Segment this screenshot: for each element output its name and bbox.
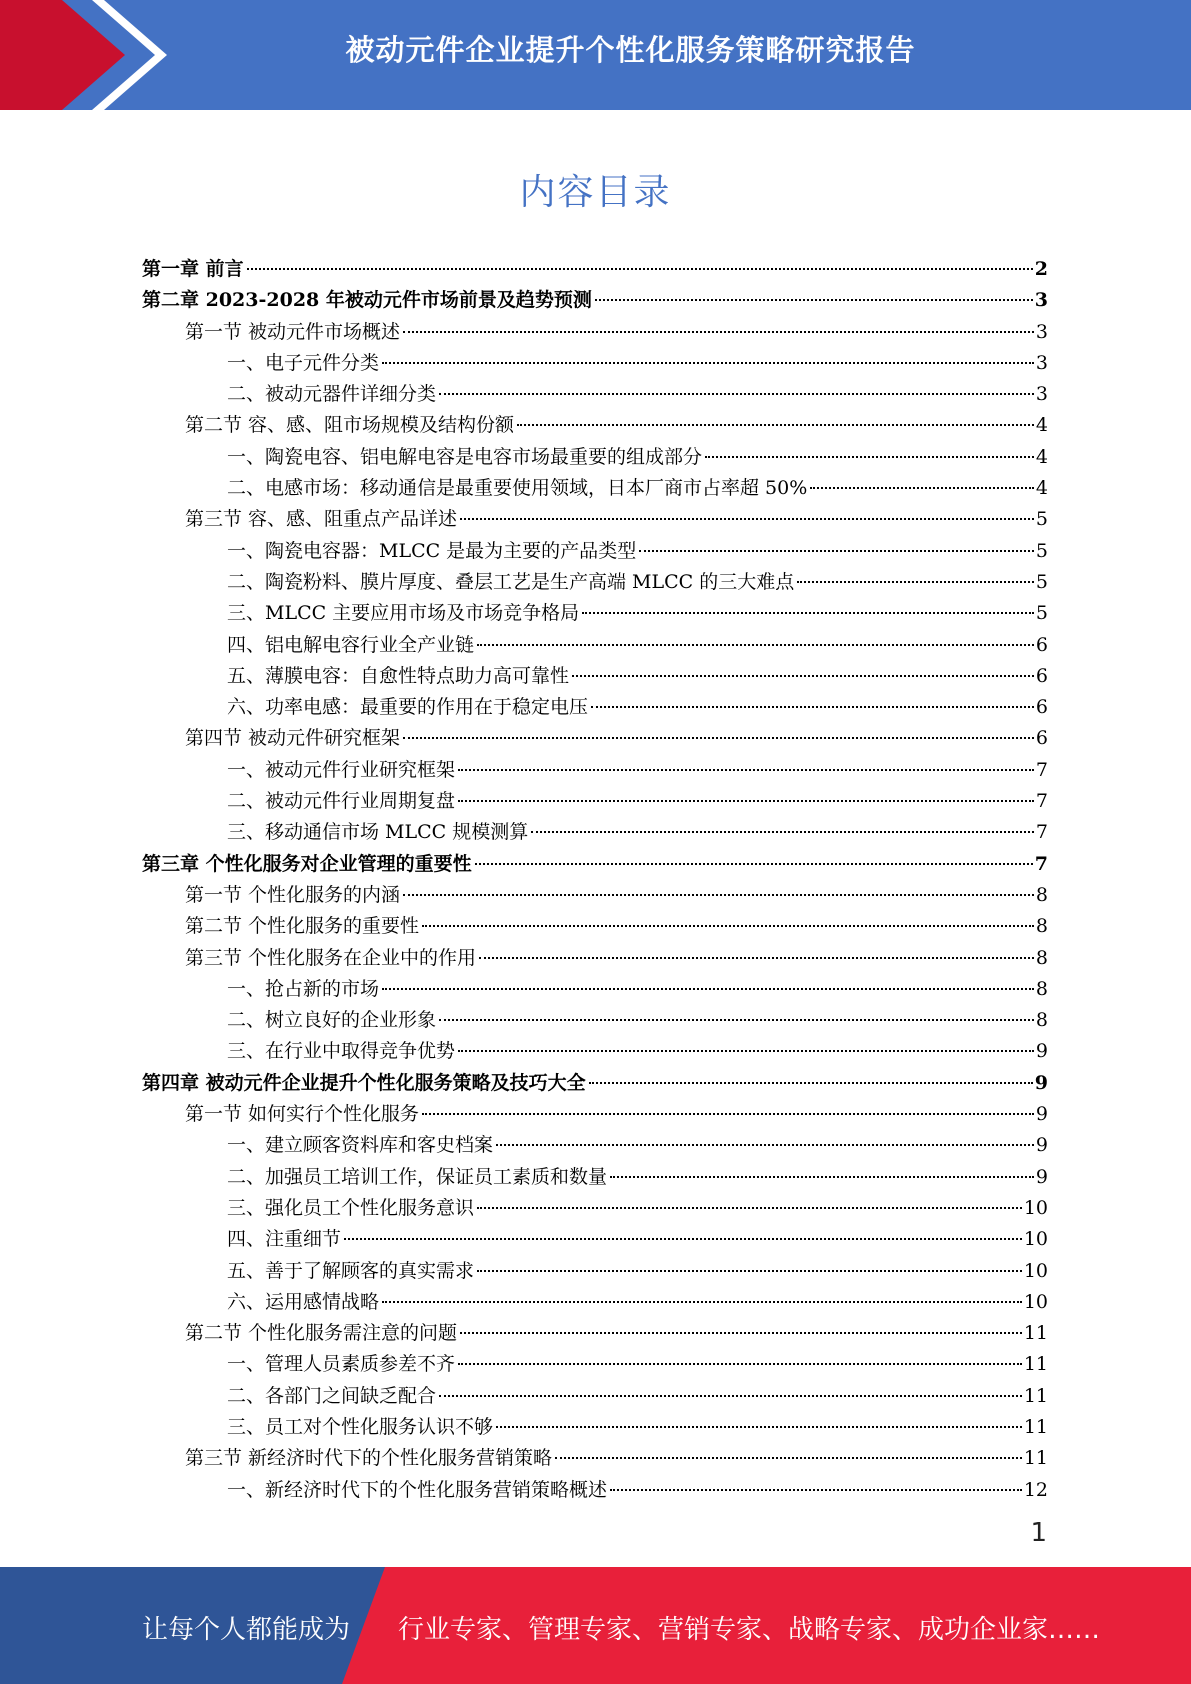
toc-entry[interactable]: [142, 974, 1048, 1005]
toc-dot-leader: [458, 800, 1034, 802]
toc-dot-leader: [439, 393, 1034, 395]
toc-entry-title: 二、被动元器件详细分类: [227, 383, 437, 406]
toc-entry-title: 二、树立良好的企业形象: [227, 1009, 437, 1032]
toc-entry-page: 8: [1035, 977, 1048, 1000]
toc-entry-page: 11: [1023, 1384, 1048, 1407]
toc-entry[interactable]: [142, 1130, 1048, 1161]
toc-entry-title: 六、运用感情战略: [227, 1290, 380, 1313]
toc-entry[interactable]: [142, 1412, 1048, 1443]
toc-entry-title: 第三节 新经济时代下的个性化服务营销策略: [185, 1447, 553, 1470]
toc-entry-page: 6: [1035, 664, 1048, 687]
toc-entry-title: 一、建立顾客资料库和客史档案: [227, 1134, 494, 1157]
toc-entry-title: 第二章 2023-2028 年被动元件市场前景及趋势预测: [142, 289, 592, 312]
toc-entry-page: 9: [1035, 1134, 1048, 1157]
toc-entry-title: 第一章 前言: [142, 258, 244, 280]
toc-entry-page: 8: [1035, 946, 1048, 969]
toc-entry-page: 11: [1023, 1415, 1048, 1438]
toc-entry[interactable]: [142, 536, 1048, 567]
toc-dot-leader: [797, 581, 1034, 583]
toc-entry[interactable]: [142, 1162, 1048, 1193]
toc-entry-page: 8: [1035, 1009, 1048, 1032]
toc-entry-title: 第二节 容、感、阻市场规模及结构份额: [185, 414, 515, 437]
toc-entry-page: 7: [1035, 758, 1048, 781]
toc-entry-page: 5: [1035, 508, 1048, 531]
toc-entry[interactable]: [142, 849, 1048, 880]
toc-dot-leader: [422, 925, 1034, 927]
toc-entry[interactable]: [142, 817, 1048, 848]
footer-slogan-right: 行业专家、管理专家、营销专家、战略专家、成功企业家……: [398, 1615, 1101, 1645]
toc-entry[interactable]: [142, 1193, 1048, 1224]
toc-entry-title: 一、陶瓷电容器：MLCC 是最为主要的产品类型: [227, 539, 637, 562]
toc-entry-title: 五、薄膜电容：自愈性特点助力高可靠性: [227, 664, 570, 687]
toc-entry-page: 6: [1035, 696, 1048, 719]
header-banner: [0, 0, 1191, 110]
toc-dot-leader: [344, 1238, 1022, 1240]
toc-entry-page: 11: [1023, 1353, 1048, 1376]
toc-dot-leader: [595, 299, 1033, 301]
toc-dot-leader: [555, 1457, 1022, 1459]
toc-entry[interactable]: [142, 661, 1048, 692]
toc-title: 内容目录: [519, 172, 672, 213]
toc-entry-title: 二、被动元件行业周期复盘: [227, 790, 456, 813]
toc-entry-title: 一、陶瓷电容、铝电解电容是电容市场最重要的组成部分: [227, 445, 703, 468]
toc-entry-title: 四、注重细节: [227, 1228, 342, 1251]
toc-entry-page: 7: [1035, 790, 1048, 813]
toc-dot-leader: [572, 675, 1034, 677]
toc-dot-leader: [479, 957, 1034, 959]
toc-entry-title: 二、加强员工培训工作，保证员工素质和数量: [227, 1165, 608, 1188]
toc-entry-page: 3: [1035, 320, 1048, 343]
toc-entry-page: 3: [1035, 383, 1048, 406]
toc-entry[interactable]: [142, 285, 1048, 316]
toc-dot-leader: [382, 362, 1034, 364]
toc-entry[interactable]: [142, 943, 1048, 974]
toc-dot-leader: [458, 769, 1034, 771]
toc-entry-page: 2: [1034, 258, 1048, 280]
toc-entry-page: 3: [1035, 351, 1048, 374]
toc-dot-leader: [458, 1050, 1034, 1052]
toc-dot-leader: [477, 1207, 1022, 1209]
toc-entry-page: 9: [1035, 1103, 1048, 1126]
toc-dot-leader: [475, 863, 1033, 865]
toc-entry-page: 8: [1035, 915, 1048, 938]
toc-entry-title: 第一节 如何实行个性化服务: [185, 1103, 420, 1126]
toc-dot-leader: [403, 331, 1034, 333]
toc-entry-title: 三、强化员工个性化服务意识: [227, 1196, 475, 1219]
toc-entry-page: 10: [1023, 1228, 1048, 1251]
toc-dot-leader: [460, 518, 1034, 520]
toc-entry-page: 4: [1035, 477, 1048, 500]
toc-entry[interactable]: [142, 598, 1048, 629]
toc-entry-page: 3: [1034, 289, 1048, 312]
toc-entry-title: 第三节 容、感、阻重点产品详述: [185, 508, 458, 531]
toc-dot-leader: [591, 706, 1034, 708]
page-number: 1: [1030, 1518, 1047, 1548]
toc-entry-title: 二、各部门之间缺乏配合: [227, 1384, 437, 1407]
toc-dot-leader: [403, 894, 1034, 896]
toc-entry-title: 一、被动元件行业研究框架: [227, 758, 456, 781]
toc-entry-title: 第二节 个性化服务需注意的问题: [185, 1322, 458, 1345]
toc-entry-page: 10: [1023, 1259, 1048, 1282]
toc-entry-title: 第一节 被动元件市场概述: [185, 320, 401, 343]
toc-dot-leader: [403, 737, 1034, 739]
toc-entry[interactable]: [142, 1256, 1048, 1287]
toc-entry-title: 六、功率电感：最重要的作用在于稳定电压: [227, 696, 589, 719]
toc-entry-page: 6: [1035, 633, 1048, 656]
toc-entry-title: 一、抢占新的市场: [227, 977, 380, 1000]
toc-entry[interactable]: [142, 755, 1048, 786]
toc-entry[interactable]: [142, 254, 1048, 285]
toc-entry[interactable]: [142, 723, 1048, 754]
toc-entry-page: 4: [1035, 414, 1048, 437]
toc-dot-leader: [810, 487, 1034, 489]
toc-entry[interactable]: [142, 442, 1048, 473]
toc-dot-leader: [477, 644, 1034, 646]
toc-entry[interactable]: [142, 1068, 1048, 1099]
toc-entry-page: 9: [1035, 1040, 1048, 1063]
toc-dot-leader: [422, 1113, 1034, 1115]
toc-dot-leader: [610, 1489, 1022, 1491]
toc-entry[interactable]: [142, 504, 1048, 535]
toc-entry[interactable]: [142, 786, 1048, 817]
toc-entry-page: 8: [1035, 883, 1048, 906]
toc-entry[interactable]: [142, 1318, 1048, 1349]
toc-entry-title: 三、MLCC 主要应用市场及市场竞争格局: [227, 602, 580, 625]
toc-entry-title: 五、善于了解顾客的真实需求: [227, 1259, 475, 1282]
toc-entry-title: 第三章 个性化服务对企业管理的重要性: [142, 852, 472, 875]
toc-dot-leader: [458, 1363, 1022, 1365]
toc-entry-page: 9: [1034, 1071, 1048, 1094]
toc-entry[interactable]: [142, 348, 1048, 379]
toc-dot-leader: [439, 1395, 1022, 1397]
toc-entry-title: 三、移动通信市场 MLCC 规模测算: [227, 821, 529, 844]
toc-entry[interactable]: [142, 1224, 1048, 1255]
toc-entry-page: 7: [1034, 852, 1048, 875]
toc-entry[interactable]: [142, 1005, 1048, 1036]
toc-entry-title: 一、管理人员素质参差不齐: [227, 1353, 456, 1376]
toc-entry[interactable]: [142, 473, 1048, 504]
toc-dot-leader: [439, 1019, 1034, 1021]
toc-entry-title: 三、员工对个性化服务认识不够: [227, 1415, 494, 1438]
toc-dot-leader: [477, 1270, 1022, 1272]
toc-entry-page: 11: [1023, 1322, 1048, 1345]
toc-entry[interactable]: [142, 880, 1048, 911]
toc-entry[interactable]: [142, 567, 1048, 598]
toc-entry-page: 5: [1035, 539, 1048, 562]
toc-entry[interactable]: [142, 1287, 1048, 1318]
toc-entry-page: 10: [1023, 1196, 1048, 1219]
toc-entry-title: 二、电感市场：移动通信是最重要使用领域，日本厂商市占率超 50%: [227, 477, 808, 500]
toc-entry[interactable]: [142, 1443, 1048, 1474]
toc-entry[interactable]: [142, 1099, 1048, 1130]
toc-entry-title: 四、铝电解电容行业全产业链: [227, 633, 475, 656]
toc-entry-title: 三、在行业中取得竞争优势: [227, 1040, 456, 1063]
table-of-contents: [142, 254, 1048, 1506]
toc-dot-leader: [705, 456, 1034, 458]
toc-dot-leader: [582, 612, 1034, 614]
toc-dot-leader: [496, 1144, 1034, 1146]
toc-entry[interactable]: [142, 692, 1048, 723]
toc-entry-page: 9: [1035, 1165, 1048, 1188]
toc-entry-title: 第一节 个性化服务的内涵: [185, 883, 401, 906]
toc-entry[interactable]: [142, 1036, 1048, 1067]
toc-entry-page: 12: [1023, 1478, 1048, 1501]
toc-entry[interactable]: [142, 379, 1048, 410]
toc-entry-page: 11: [1023, 1447, 1048, 1470]
toc-entry-title: 第三节 个性化服务在企业中的作用: [185, 946, 477, 969]
toc-entry-title: 第二节 个性化服务的重要性: [185, 915, 420, 938]
toc-dot-leader: [531, 831, 1034, 833]
toc-dot-leader: [382, 988, 1034, 990]
toc-entry-page: 10: [1023, 1290, 1048, 1313]
toc-entry-page: 5: [1035, 570, 1048, 593]
toc-entry-title: 第四节 被动元件研究框架: [185, 727, 401, 750]
toc-dot-leader: [639, 550, 1034, 552]
toc-dot-leader: [247, 268, 1033, 270]
toc-entry[interactable]: [142, 1475, 1048, 1506]
toc-dot-leader: [460, 1332, 1022, 1334]
footer-banner: [0, 1567, 1191, 1684]
toc-entry[interactable]: [142, 630, 1048, 661]
toc-entry-title: 一、新经济时代下的个性化服务营销策略概述: [227, 1478, 608, 1501]
toc-dot-leader: [496, 1426, 1022, 1428]
toc-dot-leader: [382, 1301, 1022, 1303]
toc-entry-title: 一、电子元件分类: [227, 351, 380, 374]
toc-entry[interactable]: [142, 911, 1048, 942]
toc-entry[interactable]: [142, 1349, 1048, 1380]
toc-entry-page: 6: [1035, 727, 1048, 750]
toc-entry-title: 二、陶瓷粉料、膜片厚度、叠层工艺是生产高端 MLCC 的三大难点: [227, 570, 795, 593]
toc-entry-page: 7: [1035, 821, 1048, 844]
toc-entry[interactable]: [142, 317, 1048, 348]
toc-dot-leader: [517, 424, 1034, 426]
toc-entry-page: 4: [1035, 445, 1048, 468]
toc-entry[interactable]: [142, 1381, 1048, 1412]
toc-dot-leader: [589, 1082, 1033, 1084]
toc-entry-title: 第四章 被动元件企业提升个性化服务策略及技巧大全: [142, 1071, 586, 1094]
header-title: 被动元件企业提升个性化服务策略研究报告: [345, 33, 916, 67]
toc-entry-page: 5: [1035, 602, 1048, 625]
footer-slogan-left: 让每个人都能成为: [142, 1615, 351, 1645]
toc-dot-leader: [610, 1176, 1034, 1178]
toc-entry[interactable]: [142, 410, 1048, 441]
